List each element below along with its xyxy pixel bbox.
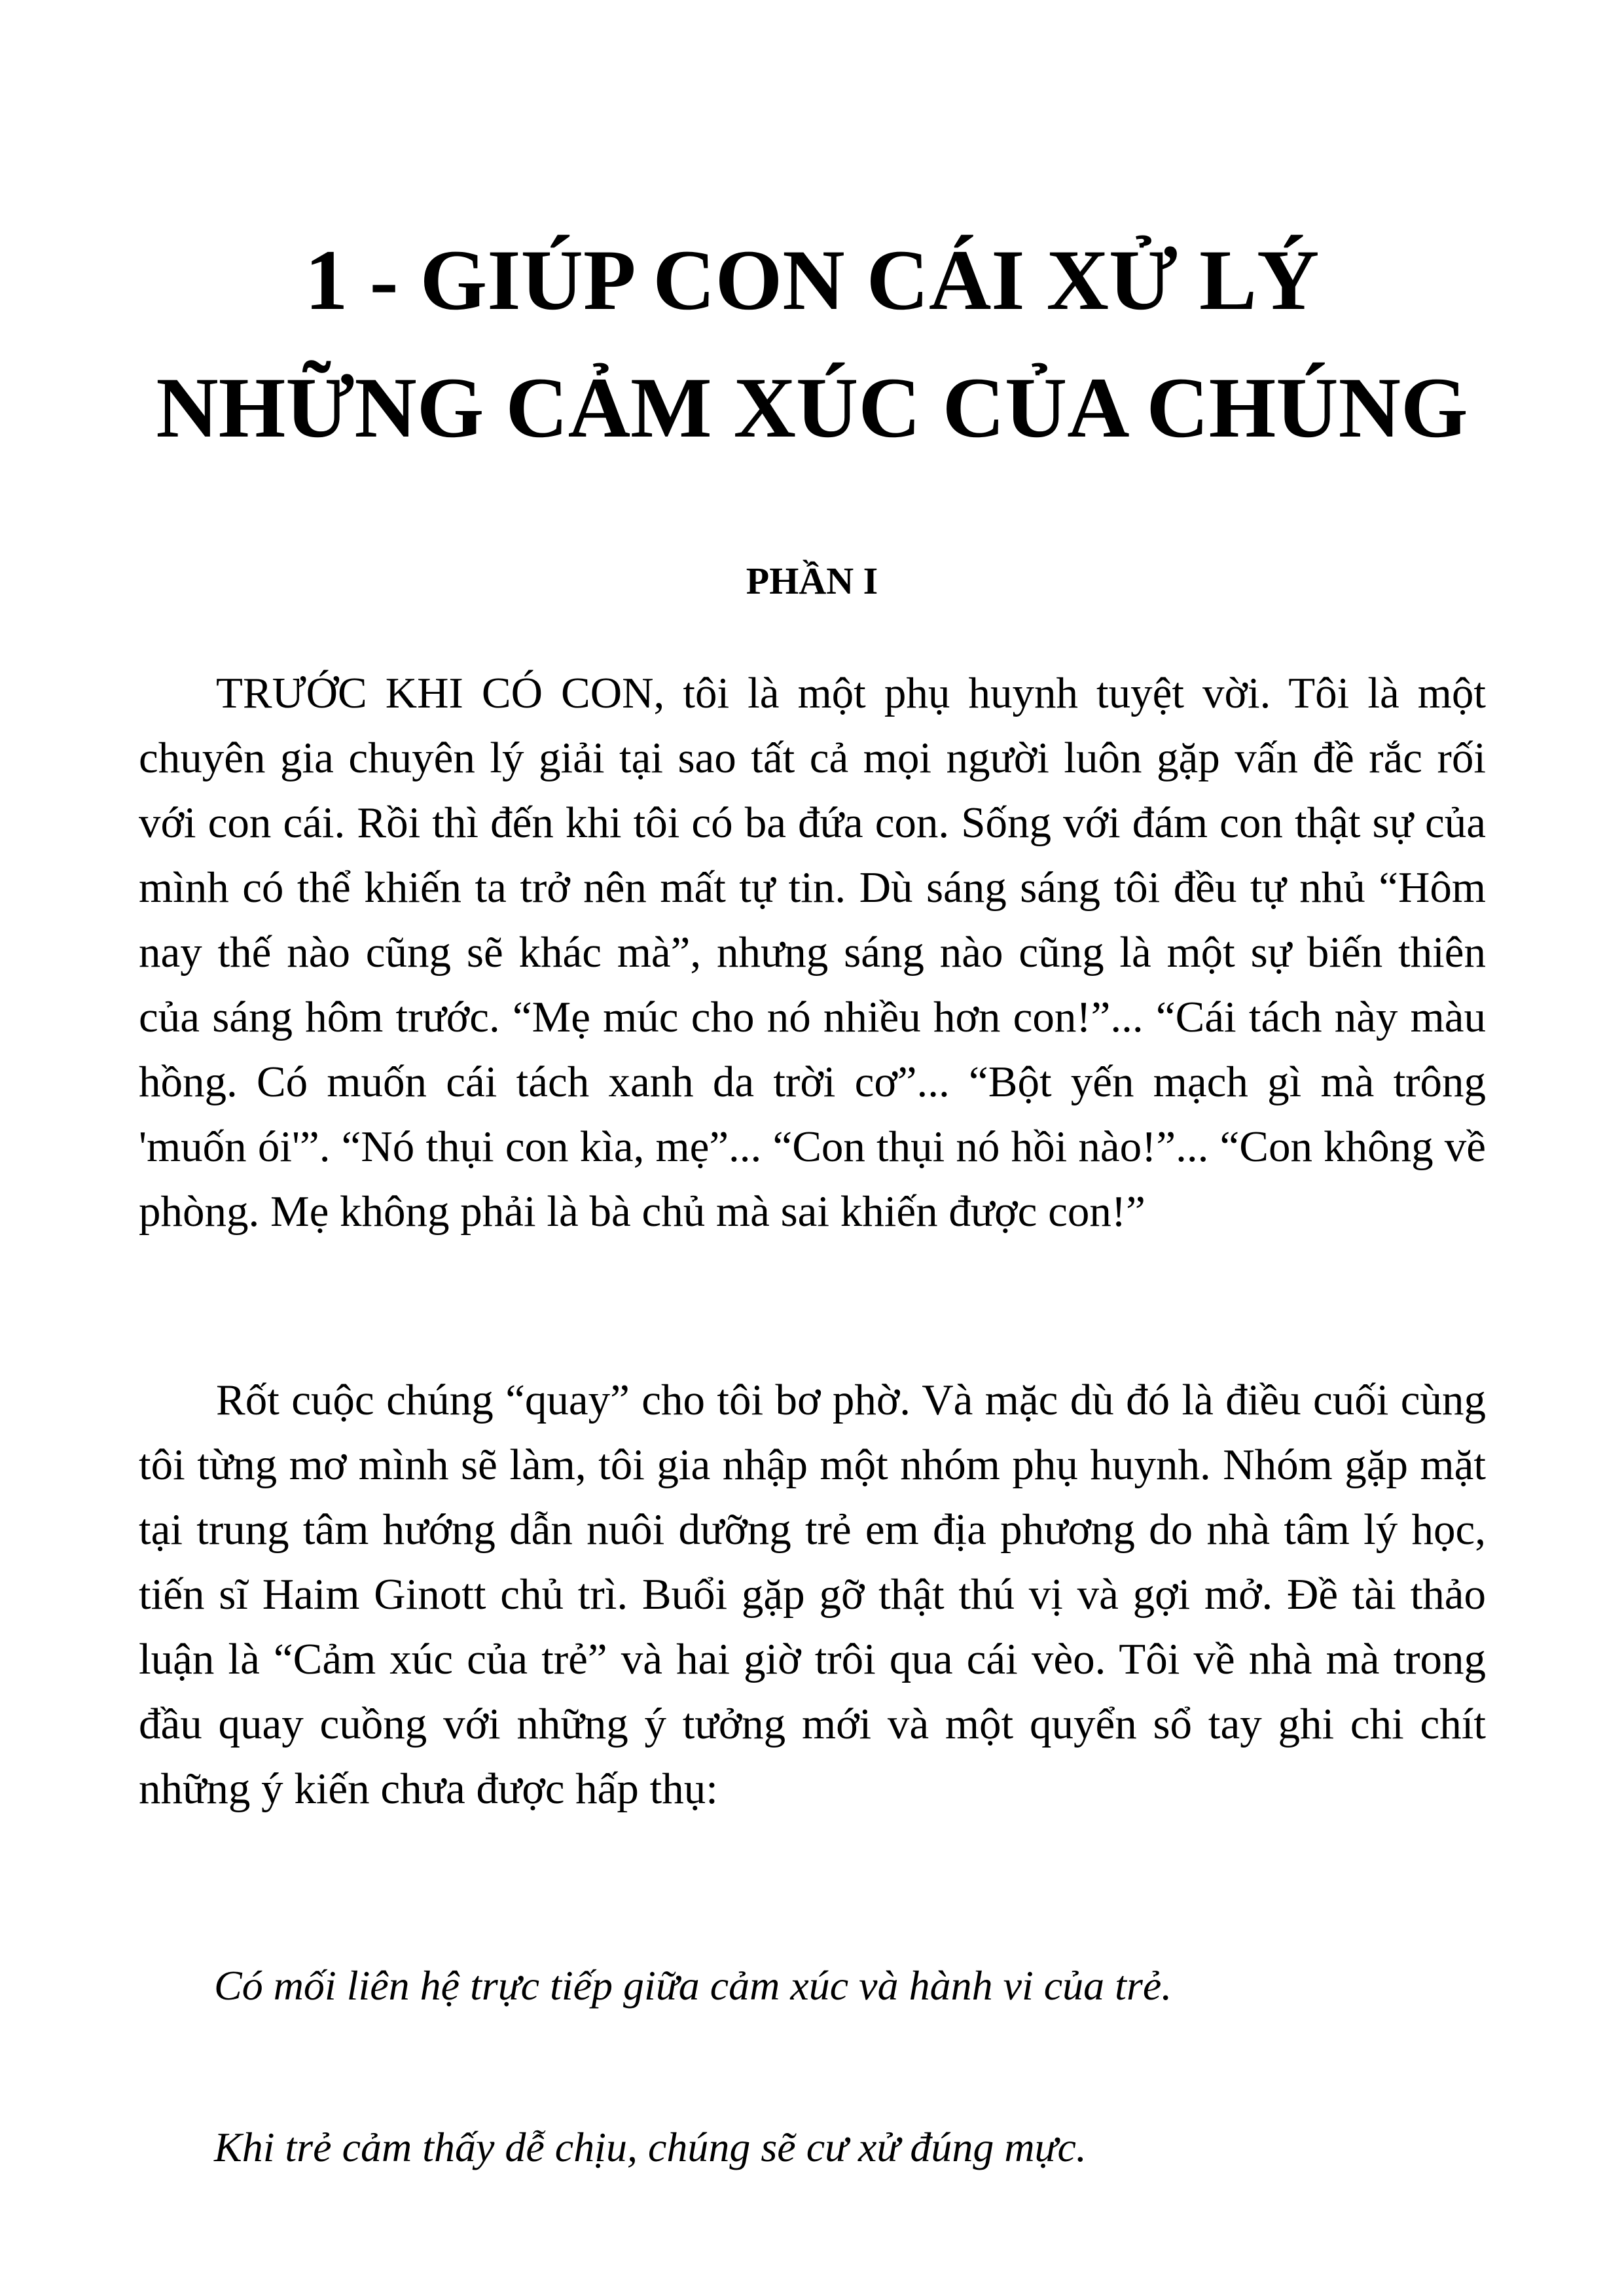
italic-note-1: Có mối liên hệ trực tiếp giữa cảm xúc và hành vi của trẻ. xyxy=(214,1962,1172,2009)
body-paragraph-2: Rốt cuộc chúng “quay” cho tôi bơ phờ. Và mặc dù đó là điều cuối cùng tôi từng mơ mình sẽ làm, tôi gia nhập một nhóm phụ huynh. Nhóm gặp mặt tại trung tâm hướng dẫn nuôi dưỡng trẻ em địa phương do nhà tâm lý học, tiến sĩ Haim Ginott chủ trì. Buổi gặp gỡ thật thú vị và gợi mở. Đề tài thảo luận là “Cảm xúc của trẻ” và hai giờ trôi qua cái vèo. Tôi về nhà mà trong đầu quay cuồng với những ý tưởng mới và một quyển sổ tay ghi chi chít những ý kiến chưa được hấp thụ: xyxy=(139,1376,1486,1813)
body-paragraph-1: TRƯỚC KHI CÓ CON, tôi là một phụ huynh tuyệt vời. Tôi là một chuyên gia chuyên lý giải tại sao tất cả mọi người luôn gặp vấn đề rắc rối với con cái. Rồi thì đến khi tôi có ba đứa con. Sống với đám con thật sự của mình có thể khiến ta trở nên mất tự tin. Dù sáng sáng tôi đều tự nhủ “Hôm nay thế nào cũng sẽ khác mà”, nhưng sáng nào cũng là một sự biến thiên của sáng hôm trước. “Mẹ múc cho nó nhiều hơn con!”... “Cái tách này màu hồng. Có muốn cái tách xanh da trời cơ”... “Bột yến mạch gì mà trông 'muốn ói'”. “Nó thụi con kìa, mẹ”... “Con thụi nó hồi nào!”... “Con không về phòng. Mẹ không phải là bà chủ mà sai khiến được con!” xyxy=(139,669,1486,1236)
chapter-title-line-1: 1 - GIÚP CON CÁI XỬ LÝ xyxy=(304,232,1320,328)
chapter-title xyxy=(118,216,1506,471)
section-heading: PHẦN I xyxy=(746,560,878,602)
chapter-title-line-2: NHỮNG CẢM XÚC CỦA CHÚNG xyxy=(156,359,1468,456)
italic-note-2: Khi trẻ cảm thấy dễ chịu, chúng sẽ cư xử đúng mực. xyxy=(214,2124,1087,2170)
